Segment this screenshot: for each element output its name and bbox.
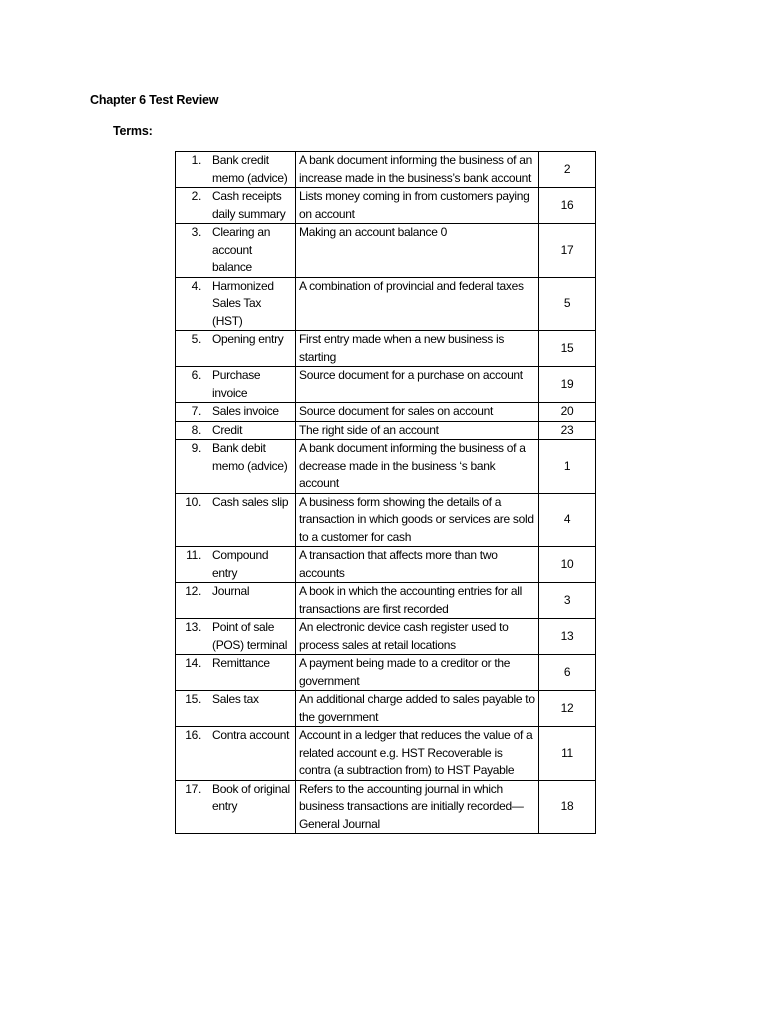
term-cell <box>176 224 296 278</box>
answer-cell: 20 <box>539 403 596 422</box>
term-cell <box>176 655 296 691</box>
term-number: 15. <box>185 692 201 706</box>
term-number: 7. <box>191 404 201 418</box>
term-cell <box>176 619 296 655</box>
definition-cell: First entry made when a new business is starting <box>296 331 539 367</box>
answer-cell: 1 <box>539 440 596 494</box>
answer-cell: 11 <box>539 727 596 781</box>
table-row <box>176 440 596 494</box>
answer-cell: 17 <box>539 224 596 278</box>
table-row <box>176 619 596 655</box>
term-number: 17. <box>185 781 201 796</box>
answer-cell: 12 <box>539 691 596 727</box>
term-wrap <box>179 781 292 816</box>
term-name: Book of original entry <box>212 781 290 813</box>
term-cell <box>176 421 296 440</box>
term-number: 1. <box>191 153 201 167</box>
answer-cell: 2 <box>539 152 596 188</box>
table-row <box>176 152 596 188</box>
term-name: Contra account <box>212 728 290 742</box>
table-row <box>176 224 596 278</box>
terms-table <box>175 151 596 834</box>
term-number: 2. <box>191 189 201 203</box>
definition-cell: Source document for sales on account <box>296 403 539 422</box>
term-name: Journal <box>212 584 250 598</box>
term-wrap <box>179 494 292 512</box>
term-wrap <box>179 152 292 187</box>
term-cell <box>176 188 296 224</box>
term-name: Bank debit memo (advice) <box>212 441 288 473</box>
table-row <box>176 583 596 619</box>
definition-cell: An electronic device cash register used to process sales at retail locations <box>296 619 539 655</box>
answer-cell: 16 <box>539 188 596 224</box>
definition-cell: Source document for a purchase on account <box>296 367 539 403</box>
definition-cell: A business form showing the details of a transaction in which goods or services are sold to a customer for cash <box>296 493 539 547</box>
document-title: Chapter 6 Test Review <box>90 93 219 107</box>
definition-cell: Making an account balance 0 <box>296 224 539 278</box>
term-number: 11. <box>186 548 201 562</box>
table-row <box>176 188 596 224</box>
term-cell <box>176 331 296 367</box>
table-row <box>176 403 596 422</box>
term-name: Opening entry <box>212 332 284 346</box>
term-name: Sales invoice <box>212 404 279 418</box>
term-wrap <box>179 440 292 475</box>
term-cell <box>176 440 296 494</box>
term-wrap <box>179 367 292 402</box>
definition-cell: Refers to the accounting journal in which business transactions are initially recorded—General Journal <box>296 780 539 834</box>
answer-cell: 3 <box>539 583 596 619</box>
answer-cell: 18 <box>539 780 596 834</box>
terms-table-body <box>176 152 596 834</box>
table-row <box>176 780 596 834</box>
term-number: 5. <box>191 332 201 346</box>
term-cell <box>176 367 296 403</box>
answer-cell: 19 <box>539 367 596 403</box>
table-row <box>176 331 596 367</box>
term-number: 10. <box>185 494 201 509</box>
term-cell <box>176 727 296 781</box>
term-name: Credit <box>212 422 243 437</box>
terms-heading: Terms: <box>113 124 153 138</box>
term-number: 4. <box>191 278 201 293</box>
term-number: 8. <box>191 422 201 437</box>
definition-cell: Account in a ledger that reduces the value of a related account e.g. HST Recoverable is contra (a subtraction from) to HST Payable <box>296 727 539 781</box>
term-cell <box>176 780 296 834</box>
answer-cell: 4 <box>539 493 596 547</box>
table-row <box>176 655 596 691</box>
term-cell <box>176 277 296 331</box>
term-wrap <box>179 188 292 223</box>
term-name: Harmonized Sales Tax (HST) <box>212 278 274 328</box>
definition-cell: A bank document informing the business of a decrease made in the business ‘s bank account <box>296 440 539 494</box>
term-name: Remittance <box>212 656 270 670</box>
term-wrap <box>179 619 292 654</box>
term-name: Bank credit memo (advice) <box>212 153 288 185</box>
term-name: Compound entry <box>212 548 269 580</box>
term-wrap <box>179 655 292 673</box>
definition-cell: A combination of provincial and federal taxes <box>296 277 539 331</box>
term-number: 14. <box>185 656 201 670</box>
table-row <box>176 493 596 547</box>
term-cell <box>176 493 296 547</box>
term-wrap <box>179 547 292 582</box>
term-number: 6. <box>191 368 201 382</box>
table-row <box>176 727 596 781</box>
term-cell <box>176 152 296 188</box>
term-cell <box>176 547 296 583</box>
definition-cell: The right side of an account <box>296 421 539 440</box>
term-name: Point of sale (POS) terminal <box>212 620 288 652</box>
term-name: Cash sales slip <box>212 494 289 509</box>
term-name: Clearing an account balance <box>212 225 271 274</box>
table-row <box>176 547 596 583</box>
term-number: 12. <box>185 584 201 598</box>
term-wrap <box>179 278 292 331</box>
answer-cell: 6 <box>539 655 596 691</box>
term-number: 13. <box>185 620 201 634</box>
table-row <box>176 421 596 440</box>
answer-cell: 10 <box>539 547 596 583</box>
term-number: 16. <box>185 728 201 742</box>
answer-cell: 13 <box>539 619 596 655</box>
definition-cell: A payment being made to a creditor or the government <box>296 655 539 691</box>
table-row <box>176 691 596 727</box>
definition-cell: A book in which the accounting entries for all transactions are first recorded <box>296 583 539 619</box>
term-name: Sales tax <box>212 692 259 706</box>
table-row <box>176 367 596 403</box>
table-row <box>176 277 596 331</box>
term-wrap <box>179 403 292 421</box>
term-name: Cash receipts daily summary <box>212 189 286 221</box>
answer-cell: 5 <box>539 277 596 331</box>
term-cell <box>176 583 296 619</box>
term-cell <box>176 691 296 727</box>
answer-cell: 15 <box>539 331 596 367</box>
term-wrap <box>179 583 292 601</box>
answer-cell: 23 <box>539 421 596 440</box>
term-number: 9. <box>191 441 201 455</box>
definition-cell: Lists money coming in from customers paying on account <box>296 188 539 224</box>
term-number: 3. <box>191 225 201 239</box>
term-name: Purchase invoice <box>212 368 261 400</box>
term-wrap <box>179 331 292 349</box>
term-cell <box>176 403 296 422</box>
term-wrap <box>179 422 292 440</box>
term-wrap <box>179 691 292 709</box>
definition-cell: A bank document informing the business of an increase made in the business’s bank account <box>296 152 539 188</box>
definition-cell: A transaction that affects more than two accounts <box>296 547 539 583</box>
term-wrap <box>179 727 292 745</box>
definition-cell: An additional charge added to sales payable to the government <box>296 691 539 727</box>
term-wrap <box>179 224 292 277</box>
